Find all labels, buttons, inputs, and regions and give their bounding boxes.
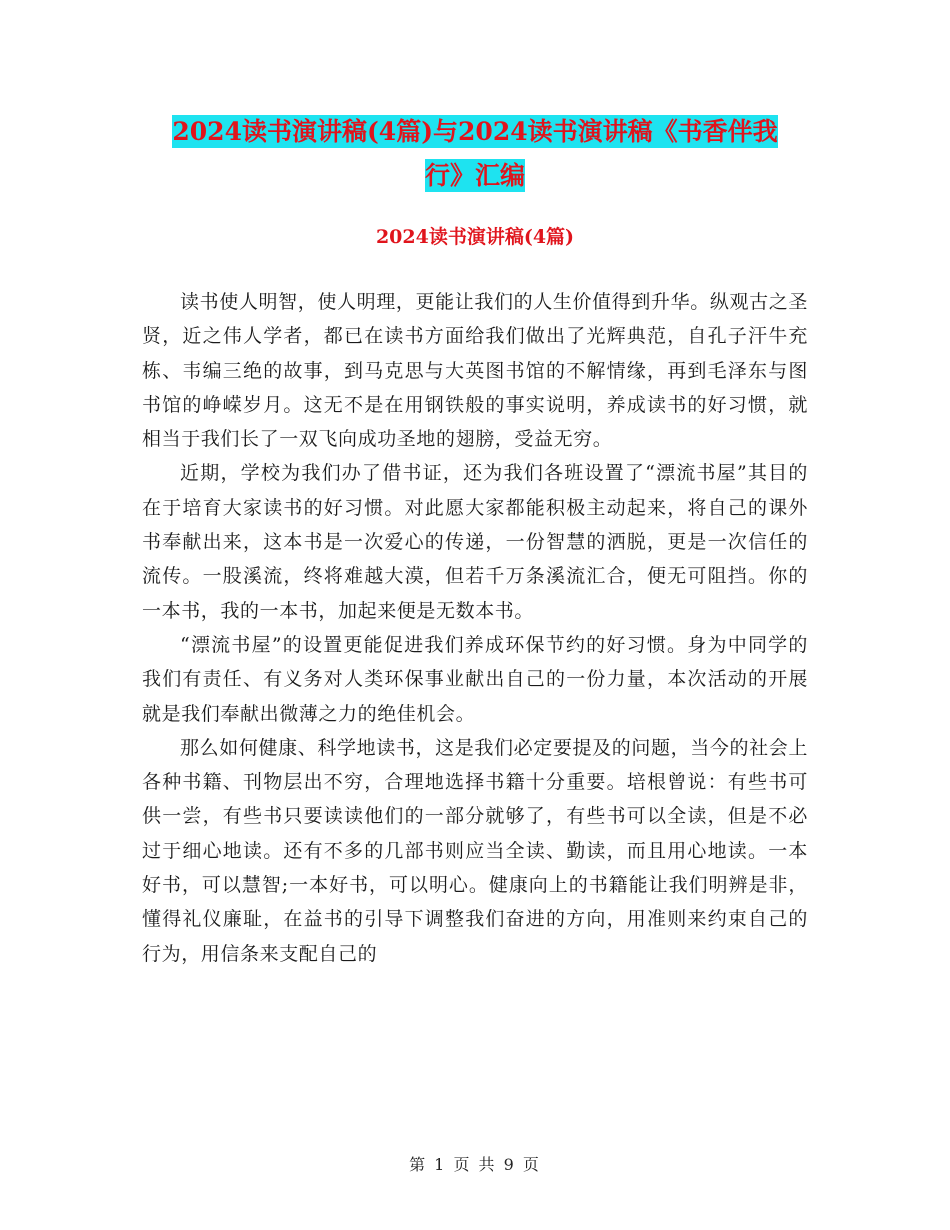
paragraph-1: 读书使人明智，使人明理，更能让我们的人生价值得到升华。纵观古之圣贤，近之伟人学者，都已在读书方面给我们做出了光辉典范，自孔子汗牛充栋、韦编三绝的故事，到马克思与大英图书馆的不解情缘，再到毛泽东与图书馆的峥嵘岁月。这无不是在用钢铁般的事实说明，养成读书的好习惯，就相当于我们长了一双飞向成功圣地的翅膀，受益无穷。 — [142, 291, 808, 451]
title-line-1: 2024读书演讲稿(4篇)与2024读书演讲稿《书香伴我 — [172, 117, 778, 146]
title-line-2: 行》汇编 — [424, 161, 525, 190]
section-heading: 2024读书演讲稿(4篇) — [375, 226, 575, 248]
body-text — [142, 285, 808, 971]
paragraph-4: 那么如何健康、科学地读书，这是我们必定要提及的问题，当今的社会上各种书籍、刊物层出不穷，合理地选择书籍十分重要。培根曾说：有些书可供一尝，有些书只要读读他们的一部分就够了，有些书可以全读，但是不必过于细心地读。还有不多的几部书则应当全读、勤读，而且用心地读。一本好书，可以慧智;一本好书，可以明心。健康向上的书籍能让我们明辨是非，懂得礼仪廉耻，在益书的引导下调整我们奋进的方向，用准则来约束自己的行为，用信条来支配自己的 — [142, 736, 808, 965]
page-footer: 第 1 页 共 9 页 — [409, 1155, 541, 1174]
paragraph-2: 近期，学校为我们办了借书证，还为我们各班设置了“漂流书屋”其目的在于培育大家读书的好习惯。对此愿大家都能积极主动起来，将自己的课外书奉献出来，这本书是一次爱心的传递，一份智慧的洒脱，更是一次信任的流传。一股溪流，终将难越大漠，但若千万条溪流汇合，便无可阻挡。你的一本书，我的一本书，加起来便是无数本书。 — [142, 462, 808, 622]
document-title — [142, 110, 808, 198]
paragraph-3: “漂流书屋”的设置更能促进我们养成环保节约的好习惯。身为中同学的我们有责任、有义务对人类环保事业献出自己的一份力量，本次活动的开展就是我们奉献出微薄之力的绝佳机会。 — [142, 633, 808, 725]
